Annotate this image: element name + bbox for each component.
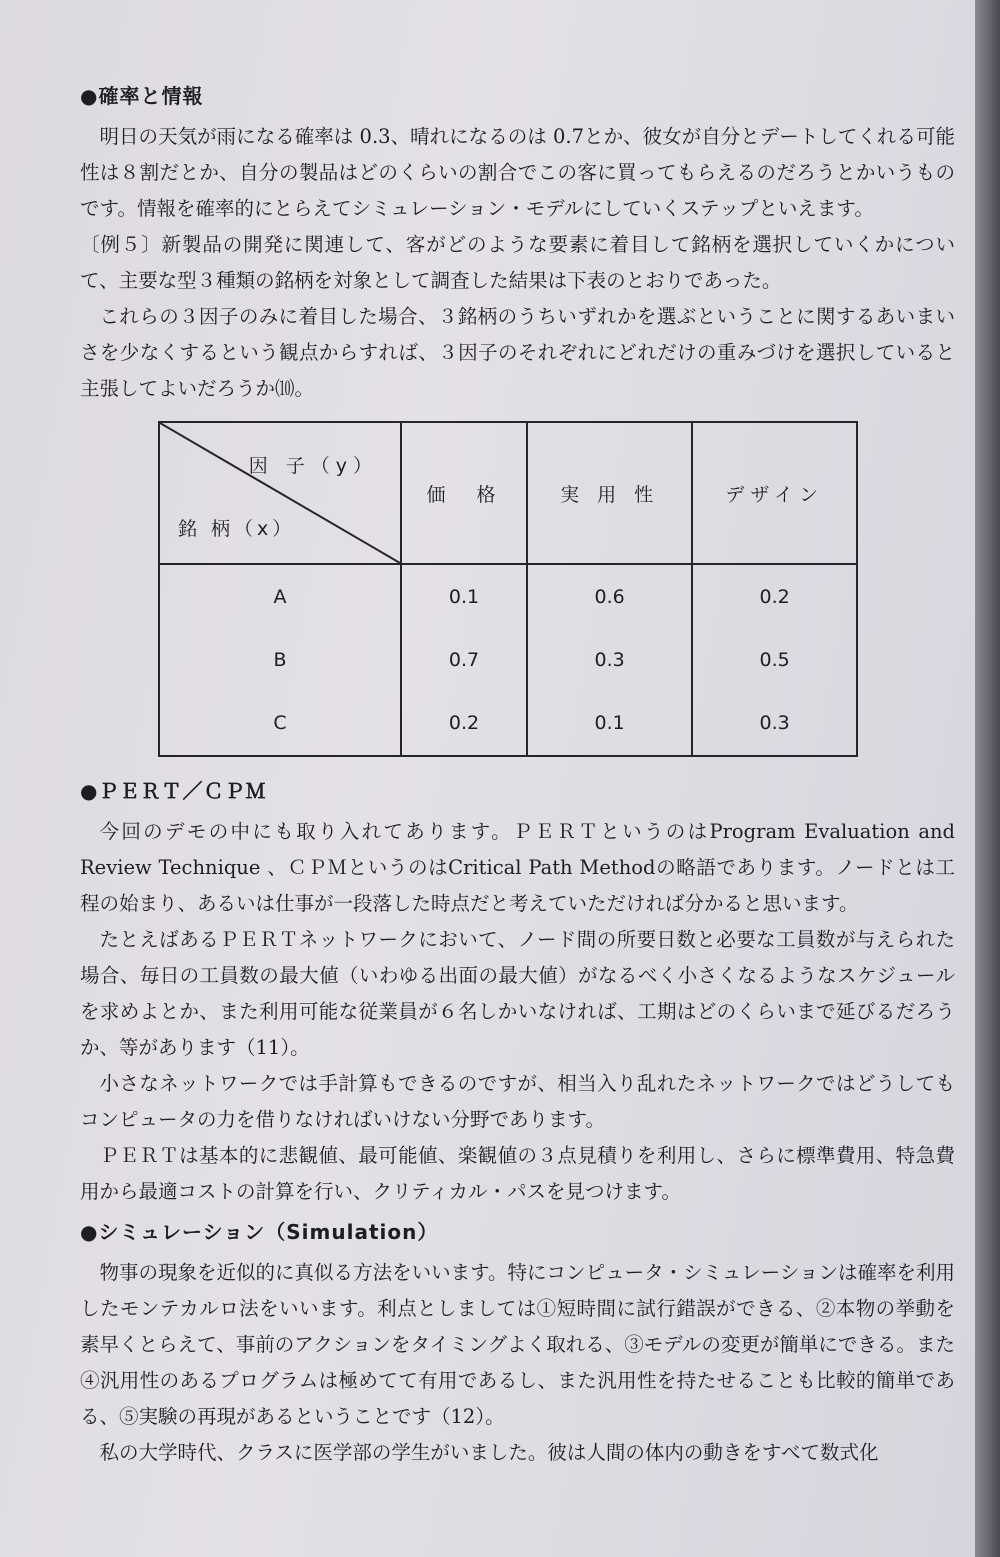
row-label-b: B xyxy=(273,648,287,671)
page-content xyxy=(80,80,955,1471)
utility-values-cell xyxy=(527,564,692,756)
brand-axis-label: 銘 柄（x） xyxy=(178,518,296,540)
brand-factor-table-wrap xyxy=(158,421,858,757)
value-c-price: 0.2 xyxy=(448,711,480,734)
paragraph: 物事の現象を近似的に真似る方法をいいます。特にコンピュータ・シミュレーションは確率を利用したモンテカルロ法をいいます。利点としましては①短時間に試行錯誤ができる、②本物の挙動を素早くとらえて、事前のアクションをタイミングよく取れる、③モデルの変更が簡単にできる。また④汎用性のあるプログラムは極めてて有用であるし、また汎用性を持たせることも比較的簡単である、⑤実験の再現があるということです（12）。 xyxy=(80,1261,955,1428)
paragraph: 私の大学時代、クラスに医学部の学生がいました。彼は人間の体内の動きをすべて数式化 xyxy=(99,1441,879,1464)
paragraph-example: 〔例５〕新製品の開発に関連して、客がどのような要素に着目して銘柄を選択していくかについて、主要な型３種類の銘柄を対象として調査した結果は下表のとおりであった。 xyxy=(80,233,955,292)
section-heading-pert: ●ＰＥＲＴ／ＣＰＭ xyxy=(80,779,267,803)
value-a-price: 0.1 xyxy=(448,585,480,608)
book-gutter-shadow xyxy=(975,0,1000,1557)
column-header-design: デザイン xyxy=(692,422,857,564)
value-b-utility: 0.3 xyxy=(594,648,625,671)
design-values-cell xyxy=(692,564,857,756)
row-label-c: C xyxy=(273,711,287,734)
value-c-design: 0.3 xyxy=(759,711,790,734)
value-c-utility: 0.1 xyxy=(594,711,625,734)
paragraph: 今回のデモの中にも取り入れてあります。ＰＥＲＴというのはProgram Evaluation and Review Technique 、ＣＰＭというのはCritical Path Methodの略語であります。ノードとは工程の始まり、あるいは仕事が一段落した時点だと考えていただければ分かると思います。 xyxy=(80,820,955,915)
value-b-price: 0.7 xyxy=(448,648,480,671)
value-b-design: 0.5 xyxy=(759,648,790,671)
diagonal-line xyxy=(160,423,400,563)
row-labels-cell xyxy=(159,564,401,756)
section-probability xyxy=(80,80,955,407)
column-header-price: 価 格 xyxy=(401,422,527,564)
paragraph: たとえばあるＰＥＲＴネットワークにおいて、ノード間の所要日数と必要な工員数が与えられた場合、毎日の工員数の最大値（いわゆる出面の最大値）がなるべく小さくなるようなスケジュールを求めよとか、また利用可能な従業員が６名しかいなければ、工期はどのくらいまで延びるだろうか、等があります（11）。 xyxy=(80,928,955,1059)
table-diagonal-header xyxy=(159,422,401,564)
column-header-utility: 実 用 性 xyxy=(527,422,692,564)
value-a-utility: 0.6 xyxy=(594,585,625,608)
paragraph: 明日の天気が雨になる確率は 0.3、晴れになるのは 0.7とか、彼女が自分とデートしてくれる可能性は８割だとか、自分の製品はどのくらいの割合でこの客に買ってもらえるのだろうとかいうものです。情報を確率的にとらえてシミュレーション・モデルにしていくステップといえます。 xyxy=(80,125,955,220)
section-heading-probability: ●確率と情報 xyxy=(80,84,204,108)
row-label-a: A xyxy=(273,585,287,608)
paragraph: これらの３因子のみに着目した場合、３銘柄のうちいずれかを選ぶということに関するあいまいさを少なくするという観点からすれば、３因子のそれぞれにどれだけの重みづけを選択していると主張してよいだろうか⑽。 xyxy=(80,305,955,400)
section-heading-simulation: ●シミュレーション（Simulation） xyxy=(80,1220,439,1244)
paragraph: 小さなネットワークでは手計算もできるのですが、相当入り乱れたネットワークではどうしてもコンピュータの力を借りなければいけない分野であります。 xyxy=(80,1072,955,1131)
section-simulation xyxy=(80,1216,955,1471)
factor-axis-label: 因 子（y） xyxy=(248,455,378,477)
paragraph: ＰＥＲＴは基本的に悲観値、最可能値、楽観値の３点見積りを利用し、さらに標準費用、特急費用から最適コストの計算を行い、クリティカル・パスを見つけます。 xyxy=(80,1144,955,1203)
section-pert xyxy=(80,775,955,1210)
value-a-design: 0.2 xyxy=(759,585,790,608)
brand-factor-table xyxy=(158,421,858,757)
price-values-cell xyxy=(401,564,527,756)
